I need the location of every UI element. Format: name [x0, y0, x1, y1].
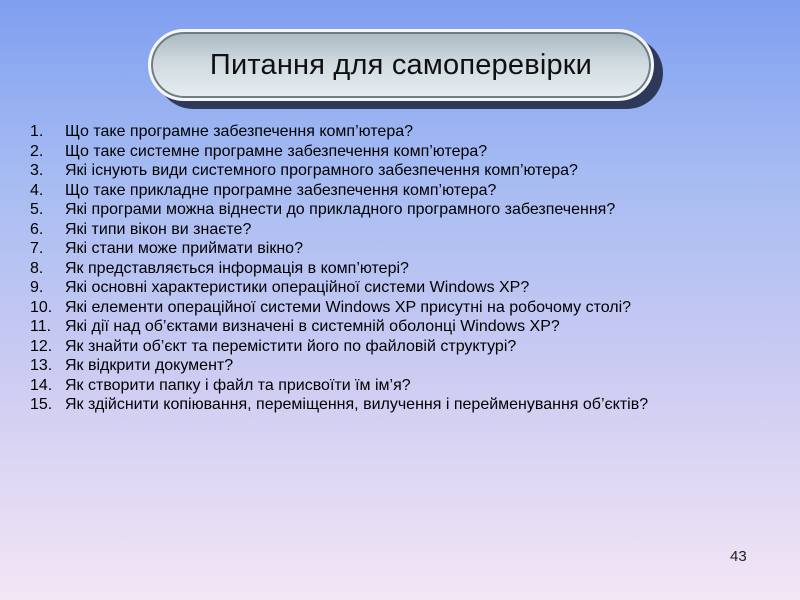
- title-banner: [148, 29, 654, 101]
- page-number: 43: [730, 548, 747, 565]
- question-text: Як створити папку і файл та присвоїти їм ім’я?: [65, 376, 411, 394]
- question-text: Як відкрити документ?: [65, 357, 234, 374]
- question-number: 9.: [30, 279, 44, 296]
- question-number: 14.: [30, 376, 53, 394]
- question-text: Які елементи операційної системи Windows XP присутні на робочому столі?: [65, 298, 632, 316]
- question-item: [30, 395, 800, 415]
- question-item: [30, 161, 800, 181]
- question-text: Що таке програмне забезпечення комп’ютера?: [65, 123, 414, 140]
- question-number: 11.: [30, 318, 52, 335]
- question-number: 8.: [30, 259, 44, 277]
- question-list: [30, 122, 800, 415]
- question-item: [30, 356, 800, 376]
- question-text: Що таке прикладне програмне забезпечення комп’ютера?: [65, 181, 497, 199]
- question-number: 10.: [30, 298, 53, 316]
- question-number: 7.: [30, 240, 44, 257]
- question-number: 5.: [30, 201, 44, 218]
- question-text: Які стани може приймати вікно?: [65, 240, 303, 257]
- question-item: [30, 181, 800, 201]
- question-item: [30, 298, 800, 318]
- question-item: [30, 122, 800, 142]
- question-text: Які основні характеристики операційної системи Windows XP?: [65, 279, 530, 296]
- question-item: [30, 239, 800, 259]
- question-item: [30, 220, 800, 240]
- question-number: 4.: [30, 181, 44, 199]
- slide-title: Питання для самоперевірки: [209, 48, 593, 81]
- question-item: [30, 278, 800, 298]
- question-item: [30, 259, 800, 279]
- question-text: Що таке системне програмне забезпечення комп’ютера?: [65, 142, 488, 160]
- question-item: [30, 317, 800, 337]
- question-number: 1.: [30, 123, 44, 140]
- question-text: Які існують види системного програмного забезпечення комп’ютера?: [65, 162, 578, 179]
- question-number: 6.: [30, 220, 44, 238]
- question-number: 12.: [30, 337, 53, 355]
- question-item: [30, 376, 800, 396]
- question-text: Як здійснити копіювання, переміщення, вилучення і перейменування об’єктів?: [65, 396, 649, 413]
- question-text: Які типи вікон ви знаєте?: [65, 220, 252, 238]
- question-number: 3.: [30, 162, 44, 179]
- question-number: 2.: [30, 142, 44, 160]
- question-number: 13.: [30, 357, 53, 374]
- question-text: Як знайти об’єкт та перемістити його по файловій структурі?: [65, 337, 517, 355]
- question-item: [30, 200, 800, 220]
- question-text: Як представляється інформація в комп’ютері?: [65, 259, 409, 277]
- question-text: Які дії над об’єктами визначені в системній оболонці Windows XP?: [65, 318, 560, 335]
- question-item: [30, 337, 800, 357]
- question-text: Які програми можна віднести до прикладного програмного забезпечення?: [65, 201, 616, 218]
- question-number: 15.: [30, 396, 53, 413]
- question-item: [30, 142, 800, 162]
